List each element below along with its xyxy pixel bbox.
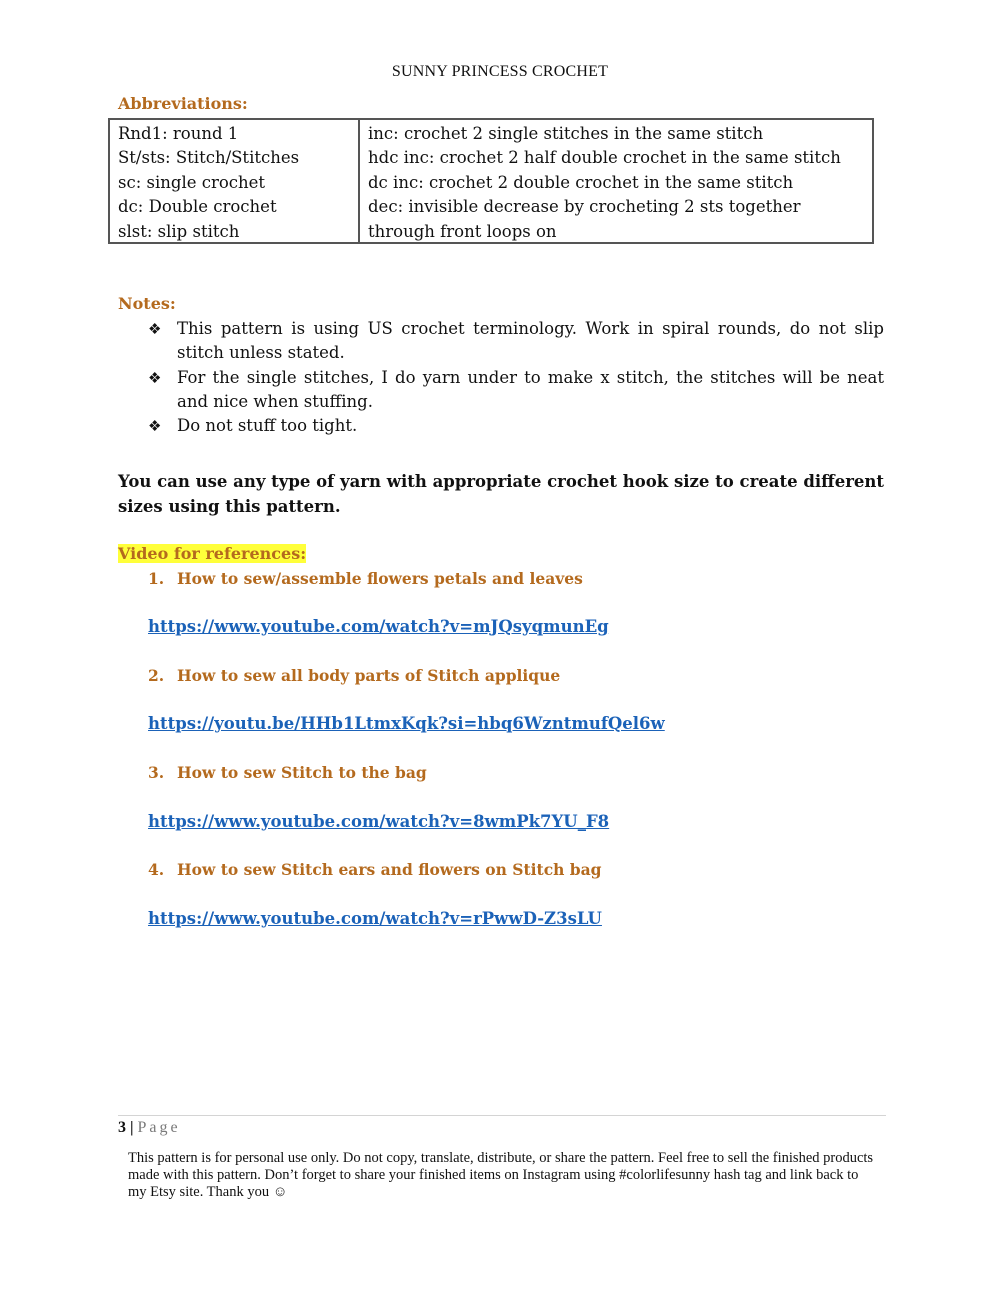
abbreviations-table [108, 118, 874, 244]
page-header: SUNNY PRINCESS CROCHET [391, 63, 609, 80]
abbreviation-item: dec: invisible decrease by crocheting 2 sts together [368, 197, 801, 217]
video-title-2 [148, 666, 560, 685]
notes-list [148, 317, 884, 438]
note-item [148, 414, 884, 438]
abbreviations-right-column [360, 120, 872, 242]
abbreviations-left-column [110, 120, 360, 242]
video-title-3 [148, 763, 427, 782]
abbreviation-item: dc: Double crochet [118, 197, 277, 217]
video-title-text: How to sew Stitch ears and flowers on Stitch bag [177, 860, 602, 879]
yarn-note: You can use any type of yarn with appropriate crochet hook size to create different sizes using this pattern. [118, 472, 884, 516]
video-title-1 [148, 569, 583, 588]
abbreviation-item: sc: single crochet [118, 172, 266, 192]
abbreviation-item: dc inc: crochet 2 double crochet in the same stitch [368, 172, 794, 192]
video-number: 4. [148, 860, 165, 879]
video-link-3[interactable]: https://www.youtube.com/watch?v=8wmPk7YU_F8 [148, 812, 610, 831]
abbreviations-heading: Abbreviations: [118, 94, 248, 113]
note-text: This pattern is using US crochet terminology. Work in spiral rounds, do not slip stitch unless stated. [177, 319, 884, 363]
videos-heading [118, 544, 306, 563]
video-title-4 [148, 860, 602, 879]
video-link-4[interactable]: https://www.youtube.com/watch?v=rPwwD-Z3sLU [148, 909, 602, 928]
video-link-1[interactable]: https://www.youtube.com/watch?v=mJQsyqmunEg [148, 617, 609, 636]
diamond-bullet-icon: ❖ [148, 368, 162, 387]
video-number: 2. [148, 666, 165, 685]
videos-heading-text: Video for references: [118, 544, 307, 563]
page-separator: | [130, 1119, 134, 1136]
footer-disclaimer: This pattern is for personal use only. Do not copy, translate, distribute, or share the pattern. Feel free to sell the finished products made with this pattern. Don’t forget to share your finished items on Instagram using #colorlifesunny hash tag and link back to my Etsy site. Thank you ☺ [128, 1150, 874, 1200]
note-text: For the single stitches, I do yarn under to make x stitch, the stitches will be neat and nice when stuffing. [177, 367, 884, 411]
note-text: Do not stuff too tight. [177, 416, 358, 436]
diamond-bullet-icon: ❖ [148, 320, 162, 338]
note-item [148, 366, 884, 415]
abbreviation-item: slst: slip stitch [118, 221, 240, 241]
footer-divider [118, 1115, 886, 1116]
video-title-text: How to sew Stitch to the bag [177, 763, 427, 782]
video-title-text: How to sew all body parts of Stitch applique [177, 666, 561, 685]
page-word: Page [137, 1119, 181, 1136]
abbreviation-item: Rnd1: round 1 [118, 124, 239, 143]
note-item [148, 317, 884, 366]
page-number [118, 1119, 181, 1137]
abbreviation-item: inc: crochet 2 single stitches in the same stitch [368, 124, 764, 143]
abbreviation-item: St/sts: Stitch/Stitches [118, 148, 300, 168]
video-number: 3. [148, 763, 165, 782]
abbreviation-item: through front loops on [368, 221, 557, 241]
video-number: 1. [148, 569, 165, 588]
page-number-value: 3 [118, 1119, 126, 1136]
video-title-text: How to sew/assemble flowers petals and leaves [177, 569, 583, 588]
notes-heading: Notes: [118, 294, 176, 313]
video-link-2[interactable]: https://youtu.be/HHb1LtmxKqk?si=hbq6WzntmufQel6w [148, 714, 665, 733]
abbreviation-item: hdc inc: crochet 2 half double crochet in the same stitch [368, 148, 841, 168]
diamond-bullet-icon: ❖ [148, 417, 162, 436]
